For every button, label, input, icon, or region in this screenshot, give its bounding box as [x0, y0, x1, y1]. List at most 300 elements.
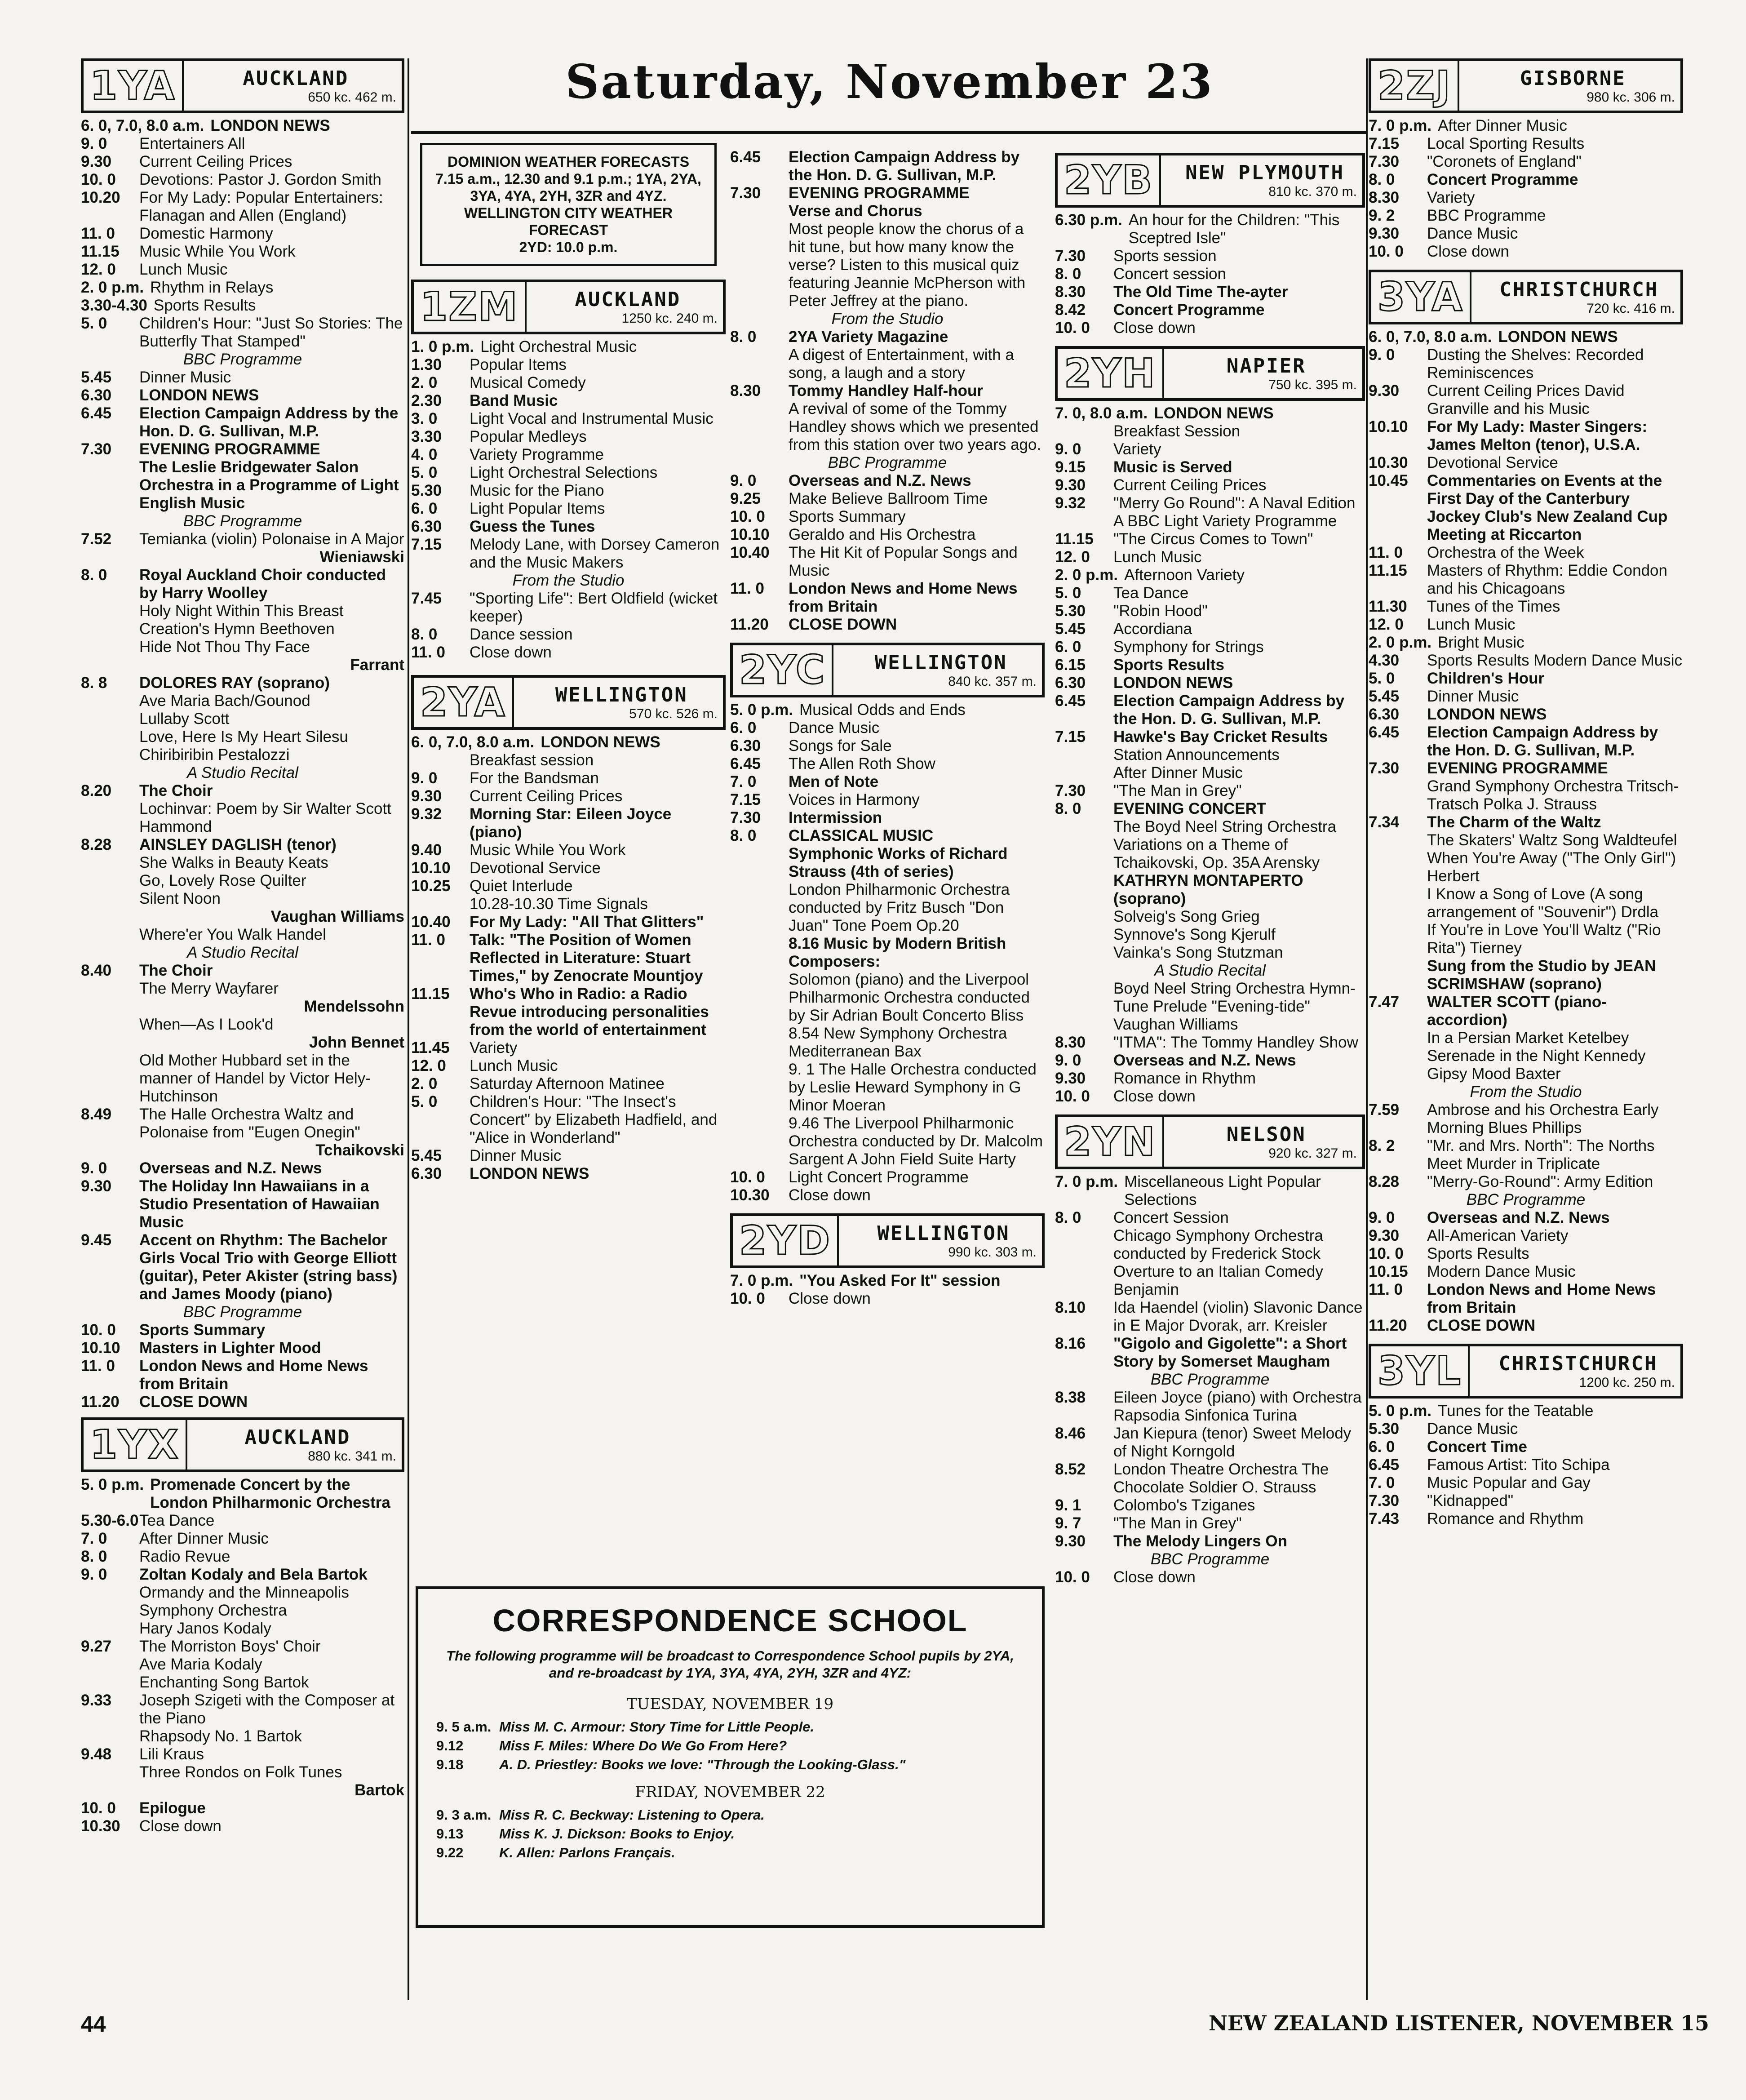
programme-item — [81, 1674, 404, 1692]
programme-title: Lunch Music — [139, 261, 228, 278]
programme-title: Who's Who in Radio: a Radio Revue introducing personalities from the world of entertainment — [470, 985, 709, 1039]
programme-item — [81, 297, 404, 315]
programme-time: 8. 0 — [1369, 171, 1395, 188]
programme-time: 7.15 — [411, 536, 442, 553]
programme-title: BBC Programme — [1427, 207, 1546, 224]
programme-time: 7. 0 — [81, 1530, 107, 1547]
programme-item — [81, 1105, 404, 1141]
programme-time: 10. 0 — [81, 1799, 116, 1817]
corr-title: Miss M. C. Armour: Story Time for Little People. — [499, 1719, 815, 1735]
programme-title: Romance in Rhythm — [1113, 1070, 1256, 1087]
programme-item — [81, 980, 404, 998]
programme-time: 7.30 — [1369, 759, 1400, 777]
programme-item: BBC Programme — [1150, 1371, 1270, 1388]
programme-title: After Dinner Music — [1113, 764, 1243, 781]
station-header-1yx — [81, 1417, 404, 1472]
programme-time: 9.32 — [1055, 494, 1086, 512]
programme-title: Grand Symphony Orchestra Tritsch-Tratsch Polka J. Strauss — [1427, 777, 1679, 813]
programme-time: 7. 0 p.m. — [1055, 1173, 1118, 1190]
programme-time: 8.28 — [81, 836, 112, 853]
programme-title: Melody Lane, with Dorsey Cameron and the Music Makers — [470, 536, 720, 571]
programme-time: 8.30 — [1055, 283, 1086, 301]
programme-title: Musical Odds and Ends — [799, 701, 966, 719]
programme-list — [1055, 211, 1365, 337]
programme-item — [411, 410, 726, 428]
programme-title: For My Lady: Popular Entertainers: Flanagan and Allen (England) — [139, 189, 383, 224]
programme-item — [81, 386, 404, 404]
weather-title: DOMINION WEATHER FORECASTS — [447, 154, 690, 170]
corr-list — [436, 1806, 1024, 1862]
programme-title: Afternoon Variety — [1124, 566, 1245, 584]
corr-item — [436, 1825, 1024, 1843]
programme-item — [81, 279, 404, 297]
programme-item — [81, 243, 404, 261]
programme-time: 10. 0 — [81, 171, 116, 188]
programme-title: Enchanting Song Bartok — [139, 1674, 309, 1691]
programme-time: 8. 0 — [81, 566, 107, 584]
programme-item: BBC Programme — [828, 454, 947, 471]
programme-item — [411, 1093, 726, 1147]
programme-item: A Studio Recital — [1154, 962, 1266, 979]
programme-item — [411, 913, 726, 931]
programme-title: EVENING CONCERT — [1113, 800, 1267, 817]
programme-title: London News and Home News from Britain — [1427, 1281, 1656, 1316]
station-call: 2YA — [414, 678, 514, 727]
programme-title: For My Lady: "All That Glitters" — [470, 913, 704, 931]
programme-time: 9.30 — [1369, 382, 1400, 400]
programme-time: 6. 0, 7.0, 8.0 a.m. — [411, 733, 535, 751]
programme-title: London Philharmonic Orchestra conducted by Fritz Busch "Don Juan" Tone Poem Op.20 — [789, 881, 1010, 934]
programme-time: 8. 8 — [81, 674, 107, 692]
programme-item: Tchaikovski — [315, 1141, 404, 1159]
programme-item — [1369, 831, 1683, 849]
column-2 — [411, 135, 726, 1183]
programme-item — [81, 1763, 404, 1781]
programme-time: 8. 0 — [1055, 265, 1081, 283]
programme-title: Miscellaneous Light Popular Selections — [1124, 1173, 1321, 1208]
programme-title: Current Ceiling Prices David Granville and his Music — [1427, 382, 1625, 417]
programme-time: 11.20 — [81, 1393, 120, 1411]
programme-title: Variety — [1113, 440, 1161, 458]
programme-title: Symphonic Works of Richard Strauss (4th of series) — [789, 845, 1008, 880]
programme-title: Breakfast Session — [1113, 422, 1241, 440]
column-divider — [408, 58, 409, 2000]
programme-item — [1369, 1209, 1683, 1227]
programme-item: Bartok — [355, 1781, 404, 1799]
programme-time: 2. 0 p.m. — [1055, 566, 1118, 584]
column-1 — [81, 58, 404, 1835]
programme-item — [411, 787, 726, 805]
programme-item — [81, 890, 404, 908]
programme-item — [1055, 1227, 1365, 1299]
programme-title: Where'er You Walk Handel — [139, 926, 326, 943]
programme-title: The Hit Kit of Popular Songs and Music — [789, 544, 1018, 579]
station-name: WELLINGTON — [877, 1221, 1010, 1245]
programme-time: 10. 0 — [1055, 1568, 1090, 1586]
programme-item — [81, 225, 404, 243]
programme-item — [730, 220, 1045, 310]
station-call: 2ZJ — [1371, 61, 1459, 111]
programme-title: Children's Hour: "Just So Stories: The Butterfly That Stamped" — [139, 315, 403, 350]
programme-title: An hour for the Children: "This Sceptred Isle" — [1128, 211, 1340, 247]
programme-item — [81, 153, 404, 171]
programme-time: 12. 0 — [1369, 616, 1404, 633]
programme-title: Dance Music — [789, 719, 880, 737]
station-name: AUCKLAND — [244, 1425, 351, 1449]
programme-title: The Melody Lingers On — [1113, 1532, 1287, 1550]
station-freq: 980 kc. 306 m. — [1586, 89, 1675, 105]
programme-title: Tea Dance — [139, 1512, 215, 1529]
programme-title: Jan Kiepura (tenor) Sweet Melody of Night Korngold — [1113, 1425, 1352, 1460]
programme-time: 8.16 — [1055, 1335, 1086, 1352]
programme-title: Make Believe Ballroom Time — [789, 490, 988, 507]
programme-time: 6.30 p.m. — [1055, 211, 1122, 229]
programme-item — [730, 845, 1045, 881]
station-freq: 750 kc. 395 m. — [1268, 377, 1357, 392]
programme-time: 5. 0 — [1369, 670, 1395, 687]
programme-time: 7.30 — [1055, 782, 1086, 799]
programme-item — [81, 926, 404, 944]
programme-item — [1369, 1456, 1683, 1474]
programme-item — [1369, 1065, 1683, 1083]
programme-title: I Know a Song of Love (A song arrangement of "Souvenir") Drdla — [1427, 885, 1659, 921]
programme-item — [1369, 1263, 1683, 1281]
programme-title: Accordiana — [1113, 620, 1192, 638]
programme-item — [730, 616, 1045, 634]
programme-title: The Morriston Boys' Choir — [139, 1638, 321, 1655]
programme-title: Concert Programme — [1113, 301, 1265, 319]
publication-footer: NEW ZEALAND LISTENER, NOVEMBER 15 — [1209, 2011, 1710, 2035]
programme-item — [1055, 1173, 1365, 1209]
programme-item — [411, 482, 726, 500]
programme-title: Current Ceiling Prices — [1113, 476, 1267, 494]
programme-time: 8.30 — [1369, 189, 1400, 206]
programme-time: 7.34 — [1369, 813, 1400, 831]
programme-item — [730, 791, 1045, 809]
programme-title: Vainka's Song Stutzman — [1113, 944, 1283, 961]
corr-title: Miss R. C. Beckway: Listening to Opera. — [499, 1807, 765, 1823]
programme-time: 8.38 — [1055, 1389, 1086, 1406]
station-header-2yn — [1055, 1114, 1365, 1169]
programme-title: Dance Music — [1427, 1420, 1518, 1438]
programme-title: The Choir — [139, 962, 213, 979]
programme-title: Chiribiribin Pestalozzi — [139, 746, 290, 764]
programme-title: LONDON NEWS — [541, 733, 660, 751]
station-freq: 810 kc. 370 m. — [1268, 184, 1357, 199]
programme-time: 5. 0 p.m. — [730, 701, 793, 719]
programme-item — [81, 1321, 404, 1339]
programme-time: 3.30-4.30 — [81, 297, 147, 314]
programme-time: 10.10 — [730, 526, 770, 543]
programme-title: EVENING PROGRAMME — [1427, 759, 1608, 777]
programme-item — [1369, 993, 1683, 1029]
programme-time: 7.52 — [81, 530, 112, 548]
station-header-1ya — [81, 58, 404, 113]
programme-time: 9.30 — [1055, 1070, 1086, 1087]
station-call: 3YA — [1371, 272, 1471, 322]
programme-title: Romance and Rhythm — [1427, 1510, 1584, 1527]
programme-title: "Coronets of England" — [1427, 153, 1582, 170]
station-call: 2YB — [1058, 155, 1161, 205]
programme-title: The Choir — [139, 782, 213, 799]
programme-title: Hawke's Bay Cricket Results — [1113, 728, 1328, 746]
programme-item — [81, 1692, 404, 1727]
programme-item — [730, 148, 1045, 184]
programme-time: 5. 0 — [81, 315, 107, 332]
programme-item — [1369, 634, 1683, 652]
programme-time: 6.45 — [81, 404, 112, 422]
programme-item — [1055, 319, 1365, 337]
programme-title: Talk: "The Position of Women Reflected in Literature: Stuart Times," by Zenocrate Mountjoy — [470, 931, 703, 985]
programme-title: Tunes of the Times — [1427, 598, 1560, 615]
programme-title: The Holiday Inn Hawaiians in a Studio Presentation of Hawaiian Music — [139, 1177, 380, 1231]
station-header-2zj — [1369, 58, 1683, 113]
programme-title: Music is Served — [1113, 458, 1232, 476]
programme-item — [730, 184, 1045, 202]
programme-time: 10. 0 — [730, 1168, 765, 1186]
programme-item — [730, 737, 1045, 755]
station-freq: 880 kc. 341 m. — [308, 1448, 396, 1464]
programme-title: Children's Hour — [1427, 670, 1545, 687]
title-rule — [411, 131, 1366, 134]
programme-item: A Studio Recital — [187, 944, 298, 961]
programme-item — [1055, 1532, 1365, 1550]
programme-time: 10.25 — [411, 877, 451, 895]
station-header-3yl — [1369, 1344, 1683, 1399]
programme-title: Election Campaign Address by the Hon. D. G. Sullivan, M.P. — [139, 404, 399, 440]
programme-title: Most people know the chorus of a hit tune, but how many know the verse? Listen to this musical quiz featuring Jeannie McPherson with Peter Jeffrey at the piano. — [789, 220, 1026, 310]
programme-title: Accent on Rhythm: The Bachelor Girls Vocal Trio with George Elliott (guitar), Peter Akister (string bass) and James Moody (piano) — [139, 1231, 398, 1303]
programme-item — [730, 1025, 1045, 1061]
programme-title: Symphony for Strings — [1113, 638, 1264, 656]
programme-title: Local Sporting Results — [1427, 135, 1585, 152]
programme-item — [1369, 1029, 1683, 1047]
programme-time: 12. 0 — [411, 1057, 446, 1074]
programme-item — [1369, 1137, 1683, 1173]
programme-item: From the Studio — [831, 310, 944, 328]
programme-time: 10.40 — [730, 544, 770, 561]
programme-time: 7.30 — [1369, 1492, 1400, 1510]
programme-title: "Merry Go Round": A Naval Edition — [1113, 494, 1356, 512]
column-5 — [1369, 58, 1683, 1528]
programme-item — [1369, 135, 1683, 153]
programme-item — [1369, 1227, 1683, 1245]
programme-title: CLASSICAL MUSIC — [789, 827, 934, 844]
programme-title: Popular Medleys — [470, 428, 587, 445]
programme-title: Hide Not Thou Thy Face — [139, 638, 310, 656]
programme-title: Light Orchestral Music — [480, 338, 637, 355]
programme-time: 11. 0 — [411, 644, 445, 661]
programme-title: Sung from the Studio by JEAN SCRIMSHAW (soprano) — [1427, 957, 1656, 993]
programme-item — [411, 338, 726, 356]
programme-title: Close down — [1113, 319, 1196, 337]
column-4 — [1055, 153, 1365, 1586]
programme-item — [730, 755, 1045, 773]
programme-item — [1055, 247, 1365, 265]
programme-title: Famous Artist: Tito Schipa — [1427, 1456, 1610, 1474]
programme-item — [1369, 1281, 1683, 1317]
programme-item — [1055, 1568, 1365, 1586]
programme-list — [730, 148, 1045, 634]
programme-list — [1055, 404, 1365, 1105]
programme-item — [81, 1817, 404, 1835]
programme-item — [1369, 598, 1683, 616]
programme-item — [81, 1566, 404, 1584]
programme-item — [1055, 746, 1365, 764]
programme-title: If You're in Love You'll Waltz ("Rio Rita") Tierney — [1427, 921, 1661, 957]
programme-item — [1055, 1209, 1365, 1227]
programme-title: Solomon (piano) and the Liverpool Philharmonic Orchestra conducted by Sir Adrian Boult Concerto Bliss — [789, 971, 1030, 1024]
programme-time: 8.30 — [730, 382, 761, 400]
programme-title: Eileen Joyce (piano) with Orchestra Rapsodia Sinfonica Turina — [1113, 1389, 1362, 1424]
programme-item — [1055, 1425, 1365, 1461]
programme-item — [411, 841, 726, 859]
corr-item — [436, 1718, 1024, 1736]
programme-item — [1369, 562, 1683, 598]
corr-time: 9.12 — [436, 1738, 464, 1754]
programme-item — [730, 328, 1045, 346]
programme-title: When—As I Look'd — [139, 1016, 274, 1033]
station-header-2yd — [730, 1213, 1045, 1268]
programme-title: Music While You Work — [470, 841, 626, 859]
programme-title: Variety — [470, 1039, 518, 1057]
station-call: 2YD — [733, 1216, 839, 1265]
programme-title: Light Vocal and Instrumental Music — [470, 410, 713, 427]
programme-item — [81, 1159, 404, 1177]
programme-title: "Mr. and Mrs. North": The Norths Meet Murder in Triplicate — [1427, 1137, 1655, 1172]
programme-title: CLOSE DOWN — [789, 616, 897, 633]
programme-time: 1.30 — [411, 356, 442, 373]
programme-title: Promenade Concert by the London Philharmonic Orchestra — [150, 1476, 390, 1511]
programme-title: The Merry Wayfarer — [139, 980, 279, 997]
station-header-2yh — [1055, 346, 1365, 401]
programme-time: 6.45 — [730, 148, 761, 166]
programme-item — [81, 1548, 404, 1566]
programme-item — [730, 382, 1045, 400]
station-name: AUCKLAND — [575, 288, 681, 311]
programme-time: 11.15 — [411, 985, 450, 1003]
station-freq: 990 kc. 303 m. — [948, 1244, 1037, 1260]
programme-item — [730, 827, 1045, 845]
programme-item — [1369, 706, 1683, 724]
programme-title: Commentaries on Events at the First Day of the Canterbury Jockey Club's New Zealand Cup Meeting at Riccarton — [1427, 472, 1668, 543]
programme-time: 9. 7 — [1055, 1514, 1081, 1532]
corr-time: 9. 5 a.m. — [436, 1719, 492, 1735]
programme-item — [1369, 207, 1683, 225]
correspondence-school-box — [416, 1586, 1045, 1928]
programme-title: "Sporting Life": Bert Oldfield (wicket keeper) — [470, 590, 718, 625]
programme-item — [81, 638, 404, 656]
programme-title: "Gigolo and Gigolette": a Short Story by Somerset Maugham — [1113, 1335, 1347, 1370]
programme-title: Close down — [789, 1186, 871, 1204]
programme-title: Voices in Harmony — [789, 791, 920, 808]
programme-item — [1055, 211, 1365, 247]
programme-time: 7.15 — [730, 791, 761, 808]
programme-time: 7.15 — [1055, 728, 1086, 746]
programme-title: Children's Hour: "The Insect's Concert" by Elizabeth Hadfield, and "Alice in Wonderland" — [470, 1093, 718, 1146]
programme-time: 9.27 — [81, 1638, 112, 1655]
programme-title: Intermission — [789, 809, 882, 826]
station-call: 1YA — [84, 61, 184, 111]
programme-time: 8.20 — [81, 782, 112, 799]
programme-title: "Kidnapped" — [1427, 1492, 1514, 1510]
programme-item — [730, 1114, 1045, 1168]
programme-time: 9. 0 — [1055, 1052, 1081, 1069]
programme-time: 5.30 — [411, 482, 442, 499]
corr-title: CORRESPONDENCE SCHOOL — [492, 1603, 968, 1638]
programme-item: BBC Programme — [183, 512, 302, 530]
station-call: 1ZM — [414, 282, 527, 332]
programme-time: 11.20 — [1369, 1317, 1407, 1334]
programme-item — [81, 1357, 404, 1393]
programme-item — [730, 1168, 1045, 1186]
programme-item — [1055, 638, 1365, 656]
programme-time: 2. 0 p.m. — [81, 279, 144, 296]
programme-time: 5.45 — [1369, 688, 1400, 705]
programme-item — [1369, 153, 1683, 171]
programme-title: Overseas and N.Z. News — [139, 1159, 322, 1177]
programme-list — [81, 117, 404, 1411]
programme-item — [81, 1656, 404, 1674]
page-number: 44 — [81, 2011, 106, 2037]
programme-time: 2. 0 — [411, 1075, 438, 1092]
programme-item — [1055, 692, 1365, 728]
programme-title: A revival of some of the Tommy Handley shows which we presented from this station over two years ago. — [789, 400, 1041, 453]
programme-list — [411, 338, 726, 662]
programme-title: Devotions: Pastor J. Gordon Smith — [139, 171, 381, 188]
programme-item: From the Studio — [1470, 1083, 1582, 1101]
programme-item — [411, 751, 726, 769]
programme-time: 7.30 — [1369, 153, 1400, 170]
corr-time: 9.18 — [436, 1757, 464, 1772]
programme-time: 10.30 — [81, 1817, 120, 1835]
programme-item — [81, 1584, 404, 1620]
programme-time: 9.15 — [1055, 458, 1086, 476]
programme-time: 11.45 — [411, 1039, 450, 1057]
programme-title: Close down — [1427, 243, 1509, 260]
programme-item — [81, 854, 404, 872]
programme-title: "The Man in Grey" — [1113, 782, 1242, 799]
programme-time: 9. 0 — [1055, 440, 1081, 458]
programme-item — [1369, 957, 1683, 993]
programme-time: 10. 0 — [730, 1290, 765, 1307]
programme-title: Tommy Handley Half-hour — [789, 382, 984, 400]
programme-title: The Charm of the Waltz — [1427, 813, 1601, 831]
programme-item — [81, 728, 404, 746]
programme-item — [411, 464, 726, 482]
programme-item — [81, 440, 404, 458]
programme-item — [411, 859, 726, 877]
programme-item — [1369, 1474, 1683, 1492]
programme-title: 9.46 The Liverpool Philharmonic Orchestra conducted by Dr. Malcolm Sargent A John Field Suite Harty — [789, 1114, 1043, 1168]
programme-time: 3. 0 — [411, 410, 438, 427]
programme-title: The Skaters' Waltz Song Waldteufel — [1427, 831, 1677, 849]
programme-item — [411, 1165, 726, 1183]
programme-item — [81, 674, 404, 692]
programme-item — [1369, 849, 1683, 885]
programme-title: "ITMA": The Tommy Handley Show — [1113, 1034, 1358, 1051]
programme-title: Sports session — [1113, 247, 1217, 265]
programme-time: 5.45 — [411, 1147, 442, 1164]
programme-item — [1055, 728, 1365, 746]
programme-time: 7.30 — [730, 809, 761, 826]
programme-item — [81, 746, 404, 764]
programme-time: 8. 0 — [730, 827, 757, 844]
programme-time: 8.46 — [1055, 1425, 1086, 1442]
programme-time: 7.30 — [730, 184, 761, 202]
programme-time: 10.30 — [730, 1186, 770, 1204]
programme-time: 2.30 — [411, 392, 442, 409]
